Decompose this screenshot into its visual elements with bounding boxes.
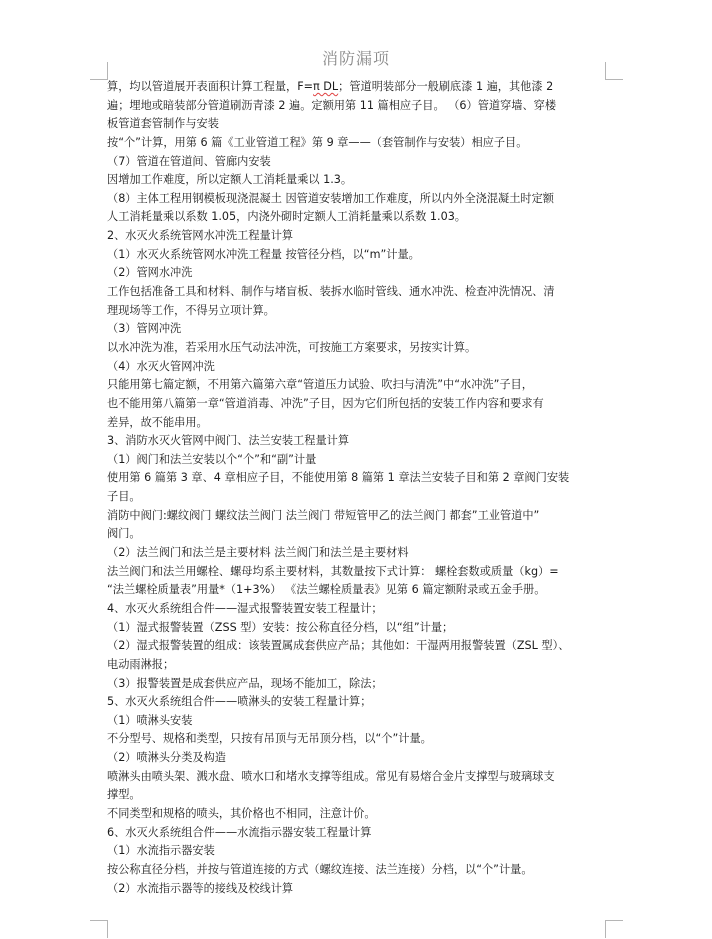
text-segment: （1）湿式报警装置（ZSS 型）安装：按公称直径分档，以“组”计量； bbox=[107, 620, 454, 634]
text-line bbox=[107, 264, 607, 283]
text-segment: 5、水灭火系统组合件——喷淋头的安装工程量计算； bbox=[107, 695, 372, 709]
text-segment: （4）水灭火管网冲洗 bbox=[107, 359, 215, 373]
text-line bbox=[107, 600, 607, 619]
text-segment: 不同类型和规格的喷头，其价格也不相同，注意计价。 bbox=[107, 806, 376, 820]
text-line bbox=[107, 97, 607, 116]
text-segment: （2）湿式报警装置的组成：该装置属成套供应产品；其他如：干湿两用报警装置（ZSL 型）、 bbox=[107, 639, 570, 653]
text-line bbox=[107, 805, 607, 824]
text-line bbox=[107, 507, 607, 526]
text-line bbox=[107, 730, 607, 749]
text-segment: 差异，故不能串用。 bbox=[107, 415, 208, 429]
text-segment: 工作包括准备工具和材料、制作与堵盲板、装拆水临时管线、通水冲洗、检查冲洗情况、清 bbox=[107, 285, 555, 299]
text-segment: （1）水灭火系统管网水冲洗工程量 按管径分档，以“m”计量。 bbox=[107, 247, 420, 261]
text-line bbox=[107, 414, 607, 433]
text-line bbox=[107, 786, 607, 805]
crop-mark-top-left bbox=[90, 62, 108, 80]
text-segment: 算，均以管道展开表面积计算工程量，F= bbox=[107, 80, 313, 93]
text-line bbox=[107, 115, 607, 134]
text-line bbox=[107, 208, 607, 227]
text-line bbox=[107, 395, 607, 414]
text-line bbox=[107, 861, 607, 880]
text-line bbox=[107, 246, 607, 265]
text-line bbox=[107, 339, 607, 358]
text-segment: 只能用第七篇定额，不用第六篇第六章“管道压力试验、吹扫与清洗”中“水冲洗”子目， bbox=[107, 378, 533, 392]
text-segment: （1）水流指示器安装 bbox=[107, 844, 215, 858]
text-segment: 人工消耗量乘以系数 1.05，内浇外砌时定额人工消耗量乘以系数 1.03。 bbox=[107, 210, 466, 224]
text-segment: 以水冲洗为准，若采用水压气动法冲洗，可按施工方案要求，另按实计算。 bbox=[107, 340, 477, 354]
text-segment: 遍；埋地或暗装部分管道刷沥青漆 2 遍。定额用第 11 篇相应子目。 （6）管道穿墙、穿楼 bbox=[107, 98, 557, 112]
text-line bbox=[107, 693, 607, 712]
text-segment: ；管道明装部分一般刷底漆 1 遍，其他漆 2 bbox=[338, 80, 554, 93]
text-segment: （1）喷淋头安装 bbox=[107, 713, 193, 727]
text-line bbox=[107, 544, 607, 563]
text-line bbox=[107, 656, 607, 675]
text-line bbox=[107, 768, 607, 787]
text-line bbox=[107, 320, 607, 339]
text-segment: 法兰阀门和法兰用螺栓、螺母均系主要材料，其数量按下式计算： 螺栓套数或质量（kg）= bbox=[107, 564, 559, 578]
text-segment: 按“个”计算，用第 6 篇《工业管道工程》第 9 章——（套管制作与安装）相应子目。 bbox=[107, 135, 528, 149]
text-line bbox=[107, 190, 607, 209]
text-line bbox=[107, 880, 607, 899]
text-segment: 3、消防水灭火管网中阀门、法兰安装工程量计算 bbox=[107, 434, 350, 448]
text-segment: 按公称直径分档，并按与管道连接的方式（螺纹连接、法兰连接）分档，以“个”计量。 bbox=[107, 862, 533, 876]
text-segment: （3）报警装置是成套供应产品，现场不能加工，除法； bbox=[107, 676, 383, 690]
crop-mark-bottom-right bbox=[605, 920, 623, 938]
text-segment: 子目。 bbox=[107, 490, 141, 504]
text-line bbox=[107, 451, 607, 470]
text-line bbox=[107, 675, 607, 694]
text-line bbox=[107, 358, 607, 377]
text-segment: （8）主体工程用钢模板现浇混凝土 因管道安装增加工作难度，所以内外全浇混凝土时定额 bbox=[107, 191, 554, 205]
text-segment: （1）阀门和法兰安装以个“个”和“副”计量 bbox=[107, 452, 317, 466]
text-line bbox=[107, 376, 607, 395]
text-line bbox=[107, 134, 607, 153]
text-line bbox=[107, 824, 607, 843]
text-line bbox=[107, 619, 607, 638]
text-segment: （2）管网水冲洗 bbox=[107, 266, 193, 280]
text-line bbox=[107, 525, 607, 544]
text-segment: 阀门。 bbox=[107, 527, 141, 541]
text-line bbox=[107, 563, 607, 582]
text-segment: 电动雨淋报； bbox=[107, 657, 175, 671]
document-body[interactable] bbox=[107, 78, 607, 898]
text-line bbox=[107, 842, 607, 861]
text-line bbox=[107, 637, 607, 656]
text-segment: 撑型。 bbox=[107, 788, 141, 802]
text-line bbox=[107, 469, 607, 488]
text-segment: 不分型号、规格和类型，只按有吊顶与无吊顶分档，以“个”计量。 bbox=[107, 732, 432, 746]
text-line bbox=[107, 749, 607, 768]
text-line bbox=[107, 581, 607, 600]
text-segment: （2）喷淋头分类及构造 bbox=[107, 751, 226, 765]
text-segment: 理现场等工作，不得另立项计算。 bbox=[107, 303, 275, 317]
text-segment: （7）管道在管道间、管廊内安装 bbox=[107, 154, 271, 168]
page-title: 消防漏项 bbox=[321, 49, 390, 68]
text-line bbox=[107, 283, 607, 302]
spellcheck-flagged-text: π DL bbox=[313, 80, 339, 93]
text-segment: 板管道套管制作与安装 bbox=[107, 117, 219, 131]
text-line bbox=[107, 302, 607, 321]
text-segment: 消防中阀门:螺纹阀门 螺纹法兰阀门 法兰阀门 带短管甲乙的法兰阀门 都套”工业管道中” bbox=[107, 508, 540, 522]
text-segment: （3）管网冲洗 bbox=[107, 322, 182, 336]
text-line bbox=[107, 171, 607, 190]
text-segment: 喷淋头由喷头架、溅水盘、喷水口和堵水支撑等组成。常见有易熔合金片支撑型与玻璃球支 bbox=[107, 769, 555, 783]
text-segment: 也不能用第八篇第一章“管道消毒、冲洗”子目，因为它们所包括的安装工作内容和要求有 bbox=[107, 396, 544, 410]
text-segment: （2）法兰阀门和法兰是主要材料 法兰阀门和法兰是主要材料 bbox=[107, 546, 409, 560]
crop-mark-top-right bbox=[605, 62, 623, 80]
text-line bbox=[107, 488, 607, 507]
text-segment: 因增加工作难度，所以定额人工消耗量乘以 1.3。 bbox=[107, 173, 353, 187]
text-line bbox=[107, 153, 607, 172]
text-line bbox=[107, 432, 607, 451]
text-line bbox=[107, 78, 607, 97]
text-segment: （2）水流指示器等的接线及校线计算 bbox=[107, 881, 294, 895]
crop-mark-bottom-left bbox=[90, 920, 108, 938]
text-segment: 2、水灭火系统管网水冲洗工程量计算 bbox=[107, 229, 294, 243]
text-segment: 6、水灭火系统组合件——水流指示器安装工程量计算 bbox=[107, 825, 372, 839]
text-segment: “法兰螺栓质量表”用量*（1+3%） 《法兰螺栓质量表》见第 6 篇定额附录或五金手册。 bbox=[107, 583, 546, 597]
text-segment: 4、水灭火系统组合件——湿式报警装置安装工程量计； bbox=[107, 601, 383, 615]
text-segment: 使用第 6 篇第 3 章、4 章相应子目，不能使用第 8 篇第 1 章法兰安装子目和第 2 章阀门安装 bbox=[107, 471, 570, 485]
text-line bbox=[107, 227, 607, 246]
text-line bbox=[107, 712, 607, 731]
